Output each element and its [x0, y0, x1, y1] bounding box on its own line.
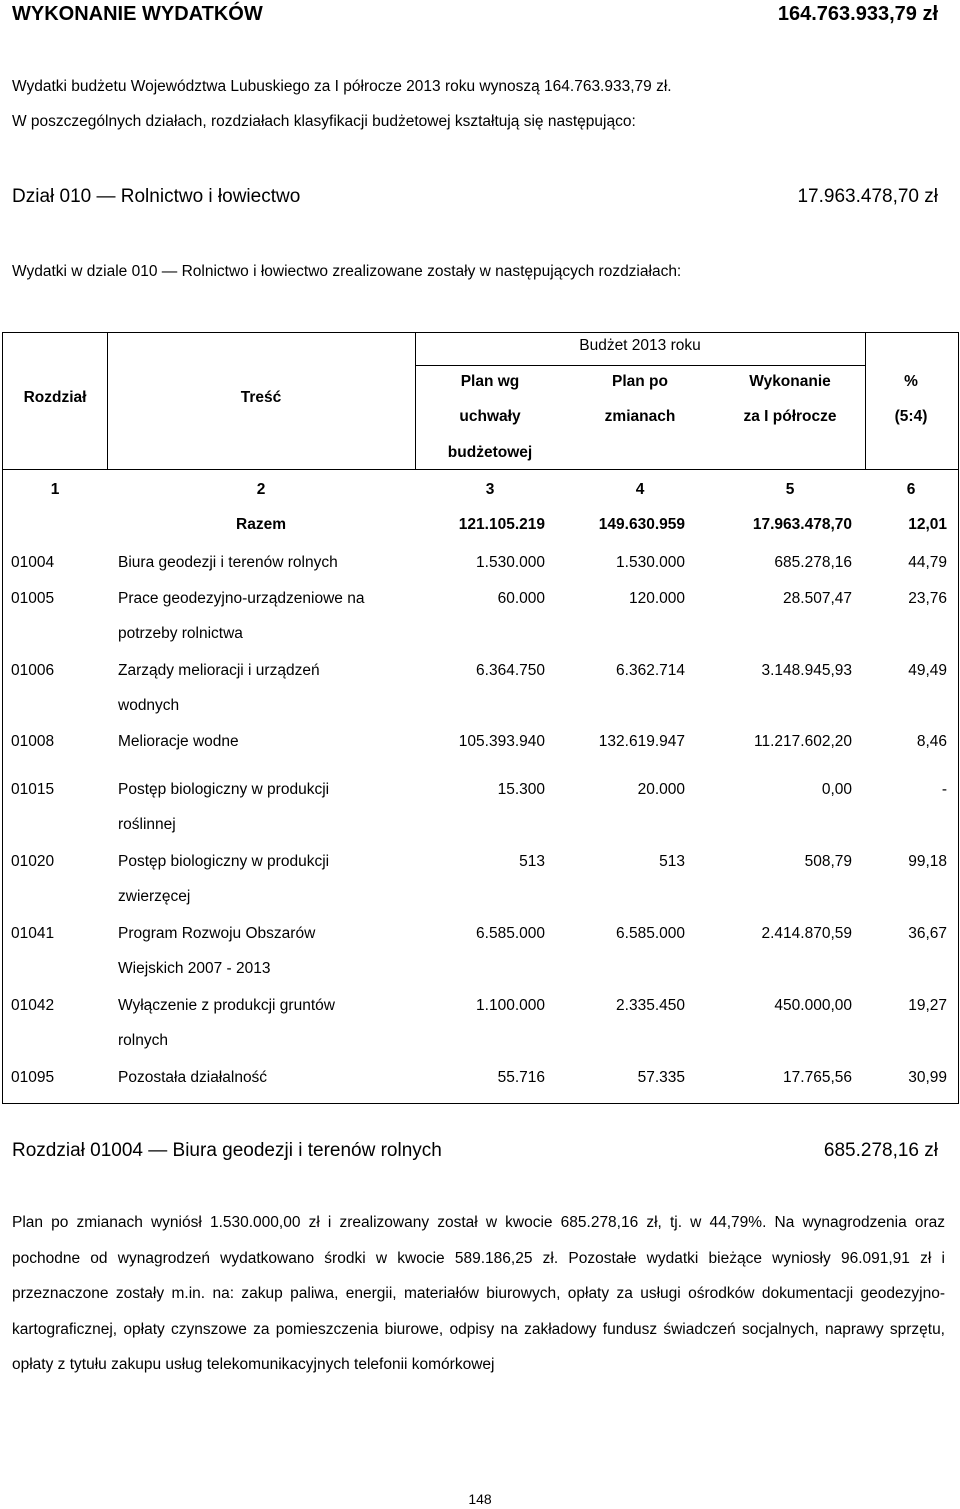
row-plan-wg: 6.364.750 — [476, 662, 545, 679]
page-number: 148 — [468, 1491, 492, 1507]
row-plan-wg: 55.716 — [497, 1069, 545, 1086]
row-name: zwierzęcej — [118, 888, 191, 905]
table-divider — [415, 365, 866, 366]
row-plan-wg: 105.393.940 — [458, 733, 545, 750]
row-plan-wg: 60.000 — [497, 590, 545, 607]
dzial-title: Dział 010 — Rolnictwo i łowiectwo — [12, 186, 301, 207]
row-plan-wg: 513 — [519, 853, 545, 870]
row-code: 01005 — [11, 590, 55, 607]
row-wykonanie: 508,79 — [804, 853, 852, 870]
header-plan-wg: uchwały — [459, 408, 521, 425]
row-code: 01004 — [11, 554, 55, 571]
row-plan-po: 513 — [659, 853, 685, 870]
column-number: 6 — [906, 481, 916, 498]
row-code: 01095 — [11, 1069, 55, 1086]
row-code: 01015 — [11, 781, 55, 798]
row-name: roślinnej — [118, 816, 176, 833]
total-wykonanie: 17.963.478,70 — [752, 516, 852, 533]
row-procent: 19,27 — [908, 997, 947, 1014]
row-plan-po: 6.585.000 — [616, 925, 685, 942]
row-procent: 44,79 — [908, 554, 947, 571]
header-plan-wg: Plan wg — [460, 373, 520, 390]
total-procent: 12,01 — [908, 516, 947, 533]
column-number: 4 — [635, 481, 645, 498]
row-plan-wg: 1.100.000 — [476, 997, 545, 1014]
row-name: Postęp biologiczny w produkcji — [118, 853, 330, 870]
row-plan-po: 57.335 — [637, 1069, 685, 1086]
row-wykonanie: 685.278,16 — [774, 554, 852, 571]
row-code: 01020 — [11, 853, 55, 870]
table-divider — [3, 469, 958, 470]
row-name: Program Rozwoju Obszarów — [118, 925, 316, 942]
row-plan-wg: 6.585.000 — [476, 925, 545, 942]
section-line-1: Wydatki budżetu Województwa Lubuskiego za I półrocze 2013 roku wynoszą 164.763.933,79 zł. — [12, 78, 672, 95]
header-plan-wg: budżetowej — [447, 444, 533, 461]
header-procent: % — [904, 373, 918, 390]
rozdzial-title: Rozdział 01004 — Biura geodezji i terenów rolnych — [12, 1140, 442, 1161]
row-plan-wg: 1.530.000 — [476, 554, 545, 571]
row-name: wodnych — [118, 697, 180, 714]
row-wykonanie: 450.000,00 — [774, 997, 852, 1014]
row-code: 01008 — [11, 733, 55, 750]
section-line-2: W poszczególnych działach, rozdziałach klasyfikacji budżetowej kształtują się następująco: — [12, 113, 636, 130]
column-number: 2 — [256, 481, 266, 498]
table-divider — [865, 333, 866, 469]
row-name: rolnych — [118, 1032, 168, 1049]
column-number: 1 — [50, 481, 60, 498]
row-procent: 99,18 — [908, 853, 947, 870]
row-wykonanie: 28.507,47 — [783, 590, 852, 607]
column-number: 3 — [485, 481, 495, 498]
header-wykonanie: za I półrocze — [743, 408, 837, 425]
budget-table — [2, 332, 959, 1104]
header-plan-po: zmianach — [604, 408, 676, 425]
row-procent: 8,46 — [916, 733, 947, 750]
row-name: Prace geodezyjno-urządzeniowe na — [118, 590, 365, 607]
row-wykonanie: 0,00 — [821, 781, 852, 798]
row-name: Wyłączenie z produkcji gruntów — [118, 997, 335, 1014]
dzial-intro: Wydatki w dziale 010 — Rolnictwo i łowiectwo zrealizowane zostały w następujących rozdziałach: — [12, 263, 682, 280]
row-name: Pozostała działalność — [118, 1069, 268, 1086]
row-name: Zarządy melioracji i urządzeń — [118, 662, 320, 679]
row-wykonanie: 17.765,56 — [783, 1069, 852, 1086]
row-wykonanie: 3.148.945,93 — [761, 662, 852, 679]
column-number: 5 — [785, 481, 795, 498]
section-title: WYKONANIE WYDATKÓW — [12, 3, 263, 25]
row-procent: 49,49 — [908, 662, 947, 679]
row-code: 01041 — [11, 925, 55, 942]
dzial-amount: 17.963.478,70 zł — [797, 186, 938, 207]
row-procent: - — [941, 781, 947, 798]
row-code: 01042 — [11, 997, 55, 1014]
row-plan-po: 20.000 — [637, 781, 685, 798]
row-plan-po: 132.619.947 — [598, 733, 685, 750]
total-label: Razem — [236, 516, 286, 533]
header-tresc: Treść — [240, 389, 282, 406]
row-name: Melioracje wodne — [118, 733, 239, 750]
row-plan-wg: 15.300 — [497, 781, 545, 798]
group-header: Budżet 2013 roku — [579, 337, 701, 354]
header-wykonanie: Wykonanie — [749, 373, 831, 390]
row-name: Postęp biologiczny w produkcji — [118, 781, 330, 798]
row-name: potrzeby rolnictwa — [118, 625, 243, 642]
rozdzial-paragraph: Plan po zmianach wyniósł 1.530.000,00 zł i zrealizowany został w kwocie 685.278,16 zł, tj. w 44,79%. Na wynagrodzenia oraz pochodne od wynagrodzeń wydatkowano środki w kwocie 589.186,25 zł. Pozostałe wydatki bieżące wyniosły 96.091,91 zł i przeznaczone zostały m.in. na: zakup paliwa, energii, materiałów biurowych, opłaty za usługi ośrodków dokumentacji geodezyjno-kartograficznej, opłaty czynszowe za pomieszczenia biurowe, odpisy na zakładowy fundusz świadczeń socjalnych, naprawy sprzętu, opłaty z tytułu zakupu usług telekomunikacyjnych telefonii komórkowej — [12, 1214, 945, 1373]
row-plan-po: 1.530.000 — [616, 554, 685, 571]
row-procent: 30,99 — [908, 1069, 947, 1086]
header-plan-po: Plan po — [612, 373, 668, 390]
row-plan-po: 6.362.714 — [616, 662, 685, 679]
row-plan-po: 120.000 — [628, 590, 685, 607]
row-procent: 23,76 — [908, 590, 947, 607]
header-rozdzial: Rozdział — [23, 389, 87, 406]
row-name: Biura geodezji i terenów rolnych — [118, 554, 338, 571]
rozdzial-amount: 685.278,16 zł — [823, 1140, 938, 1161]
row-procent: 36,67 — [908, 925, 947, 942]
header-procent: (5:4) — [894, 408, 928, 425]
row-wykonanie: 2.414.870,59 — [761, 925, 852, 942]
row-code: 01006 — [11, 662, 55, 679]
row-plan-po: 2.335.450 — [616, 997, 685, 1014]
total-plan-po: 149.630.959 — [598, 516, 685, 533]
section-amount: 164.763.933,79 zł — [777, 3, 938, 25]
row-wykonanie: 11.217.602,20 — [754, 733, 852, 750]
row-name: Wiejskich 2007 - 2013 — [118, 960, 271, 977]
total-plan-wg: 121.105.219 — [458, 516, 545, 533]
